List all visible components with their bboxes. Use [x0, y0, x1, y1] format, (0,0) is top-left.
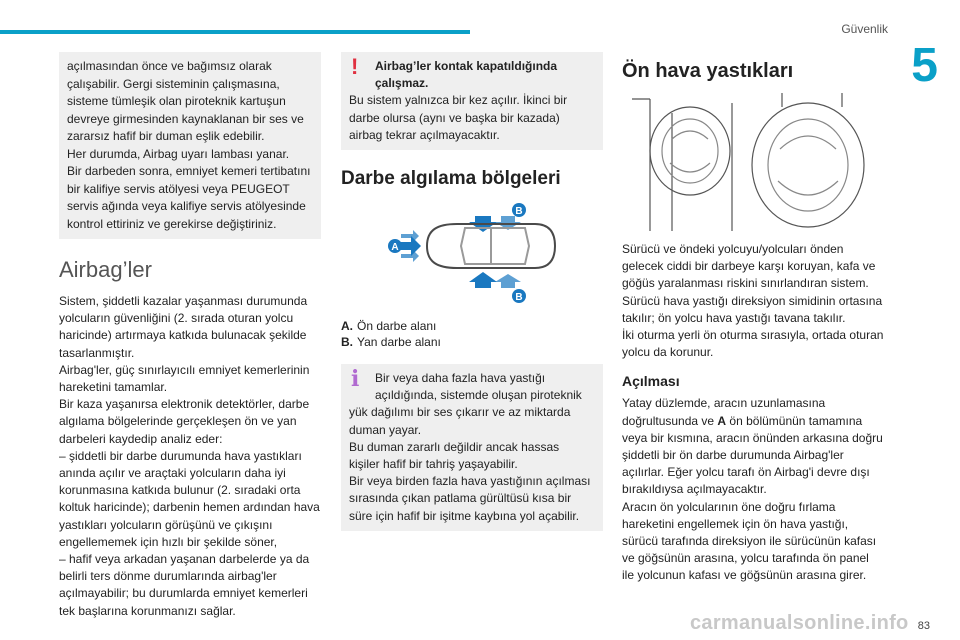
info-body: yük dağılımı bir ses çıkarır ve az miktarda duman yayar. Bu duman zararlı değildir ancak hassas kişiler hafif bir tahriş yaşayabilir. Bir veya birden fazla hava yastığının açılması sırasında çıkan patlama gürültüsü kısa bir süre için hafif bir işitme kaybına yol açabilir. [349, 405, 591, 523]
car-top-view-diagram [341, 200, 603, 308]
column-left [59, 52, 321, 620]
column-middle [341, 52, 603, 531]
seatbelt-note-box [59, 52, 321, 239]
watermark: carmanualsonline.info [690, 612, 909, 634]
warning-exclamation-icon: ! [351, 54, 359, 79]
car-outline [427, 224, 555, 268]
front-airbags-body: Sürücü ve öndeki yolcuyu/yolcuları önden gelecek ciddi bir darbeye karşı koruyan, kafa ve göğüs yaralanması riskini sınırlandıran sistem. Sürücü hava yastığı direksiyon simidinin ortasına takılır; ön yolcu hava yastığı tavana takılır. İki oturma yerli ön oturma sırasıyla, ortada oturan yolcu da korunur. [622, 242, 884, 360]
info-first-line: Bir veya daha fazla hava yastığı açıldığında, sistemde oluşan piroteknik [375, 371, 582, 403]
front-airbags-heading: Ön hava yastıkları [622, 60, 794, 82]
legend-row-a: A. Ön darbe alanı [341, 319, 437, 334]
legend-row-b: B. Yan darbe alanı [341, 335, 441, 350]
front-airbag-illustration [632, 93, 884, 231]
label-b-bottom: B [515, 292, 523, 304]
impact-zones-diagram [341, 200, 603, 308]
warning-callout [341, 52, 603, 150]
airbag-deployment-illustration [632, 93, 868, 231]
warning-title: Airbag’ler kontak kapatıldığında çalışmaz. [375, 59, 558, 91]
header-accent-bar [0, 30, 470, 34]
warning-body: Bu sistem yalnızca bir kez açılır. İkinci bir darbe olursa (aynı ve başka bir kazada) airbag tekrar açılmayacaktır. [349, 93, 568, 142]
impact-zones-heading: Darbe algılama bölgeleri [341, 168, 561, 190]
diagram-legend [341, 318, 603, 350]
chapter-number: 5 [911, 39, 938, 92]
side-impact-arrows-bottom [469, 272, 521, 288]
section-title: Güvenlik [841, 22, 888, 36]
deployment-heading: Açılması [622, 373, 680, 390]
airbags-heading: Airbag’ler [59, 257, 152, 282]
page-number: 83 [917, 620, 930, 632]
seatbelt-note-text: açılmasından önce ve bağımsız olarak çalışabilir. Gergi sisteminin çalışmasına, sisteme tümleşik olan piroteknik kartuşun devreye girmesinden kaynaklanan bir ses ve zararsız hafif bir duman eşlik edebilir. Her durumda, Airbag uyarı lambası yanar. Bir darbeden sonra, emniyet kemeri tertibatını bir kalifiye servis atölyesi veya PEUGEOT servis ağında veya kalifiye servis atölyesinde kontrol ettiriniz ve gerekirse değiştiriniz. [67, 59, 311, 231]
info-callout [341, 364, 603, 531]
label-a: A [391, 242, 399, 254]
deployment-body: Yatay düzlemde, aracın uzunlamasına doğrultusunda ve A ön bölümünün tamamına veya bir kısmına, aracın önünden arkasına doğru şiddetli bir ön darbe durumunda Airbag'ler açılırlar. Eğer yolcu tarafı ön Airbag'i devre dışı bırakıldıysa açılmayacaktır. Aracın ön yolcularının öne doğru fırlama hareketini engellemek için ön hava yastığı, sürücü tarafında direksiyon ile sürücünün kafası ve göğsünün arasına, yolcu tarafında ön panel ile yolcunun kafası ve göğsünün arasına girer. [622, 396, 883, 583]
label-b-top: B [515, 206, 523, 218]
info-icon: i [351, 366, 360, 393]
airbags-body: Sistem, şiddetli kazalar yaşanması durumunda yolcuların güvenliğini (2. sırada oturan yolcu haricinde) artırmaya katkıda bulunacak şekilde tasarlanmıştır. Airbag'ler, güç sınırlayıcılı emniyet kemerlerinin hareketini tamamlar. Bir kaza yaşanırsa elektronik detektörler, darbe algılama bölgelerinde gerçekleşen ön ve yan darbeleri kaydedip analiz eder: – şiddetli bir darbe durumunda hava yastıkları anında açılır ve araçtaki yolcuların daha iyi korunmasına katkıda bulunur (2. sıradaki orta koltuk haricinde); darbenin hemen ardından hava yastıkları yolcuların görüşünü ve çıkışını engellememek için hızlı bir şekilde söner, – hafif veya arkadan yaşanan darbelerde ya da belirli ters dönme durumlarında airbag'ler açılmayabilir; bu durumlarda emniyet kemerleri tek başlarına korunmanızı sağlar. [59, 294, 320, 618]
column-right [622, 52, 884, 585]
